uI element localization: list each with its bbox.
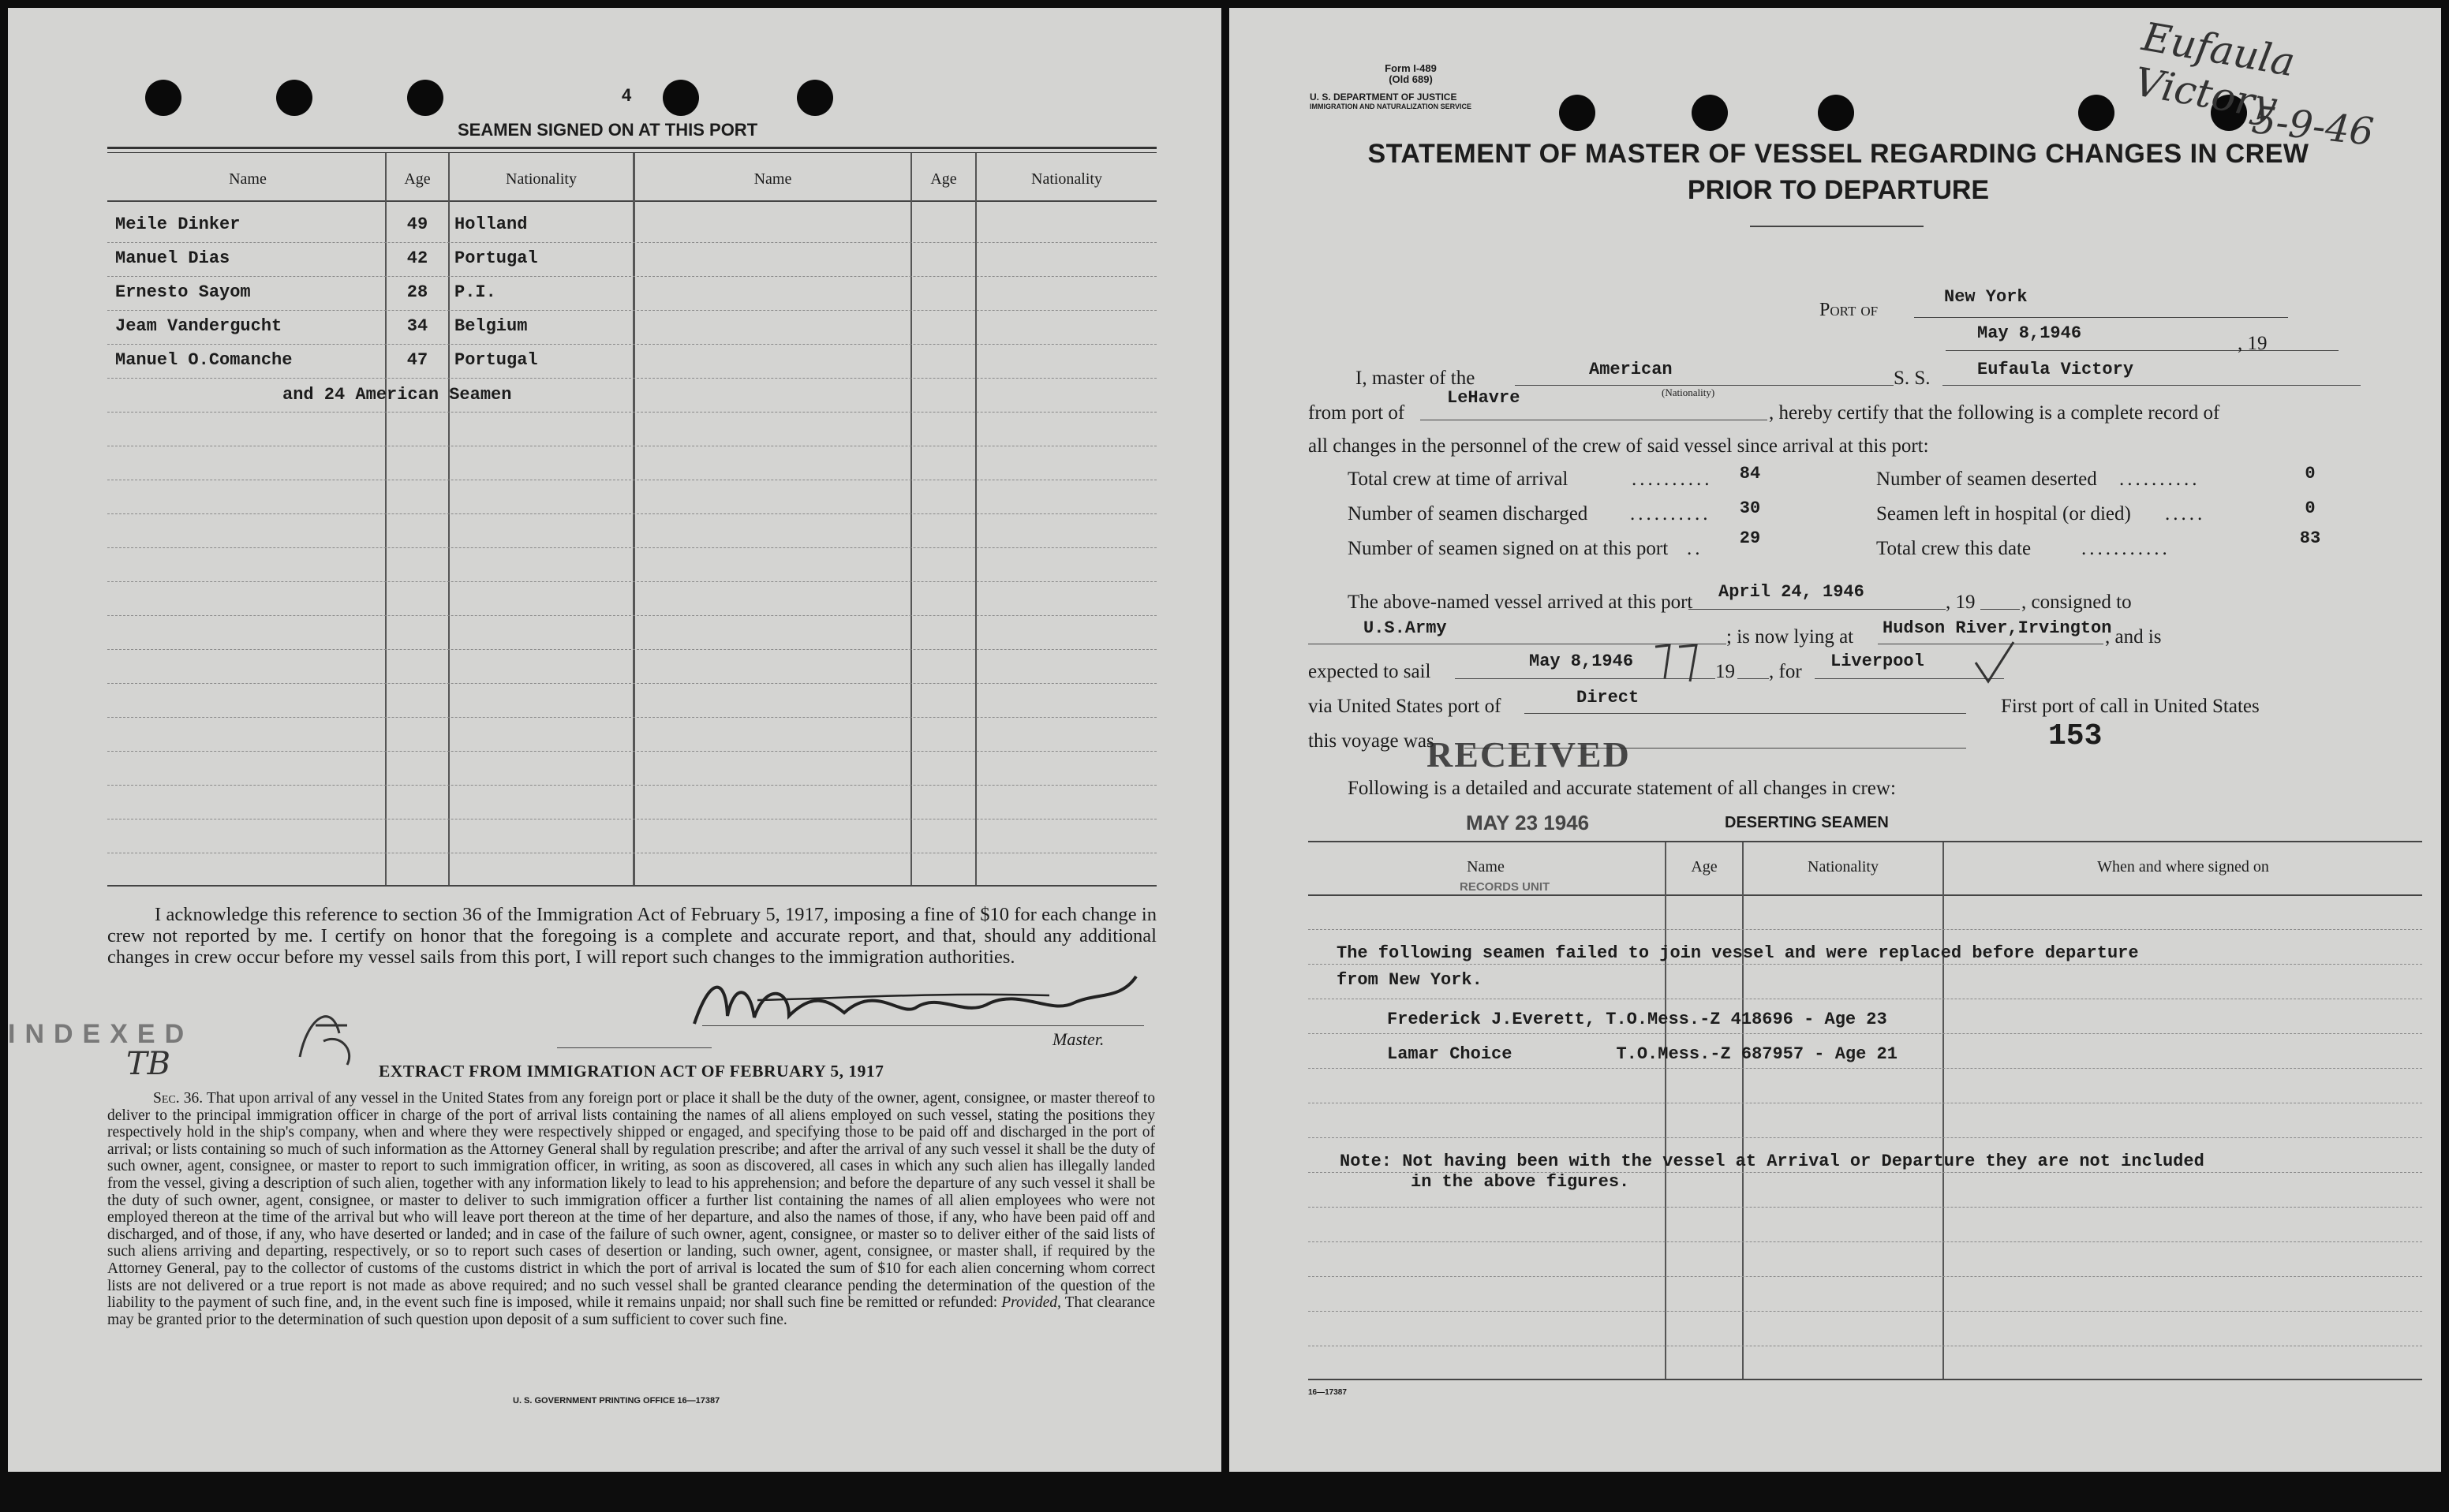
table-row-nationality: Belgium	[454, 316, 528, 336]
date-value: May 8,1946	[1977, 323, 2082, 343]
right-page: Form I-489 (Old 689) U. S. DEPARTMENT OF JUSTICE IMMIGRATION AND NATURALIZATION SERVICE Eufaula Victory 5-9-46 STATEMENT OF MASTER OF VESSEL REGARDING CHANGES IN CREW PRIOR TO DEPARTURE Port of New York May 8,1946 , 19 I, master of the American (Nationality) S. S. Eufaula Victory from port of LeHavre , hereby certify that the following is a complete record of all changes in the personnel of the crew of said vessel since arrival at this port: Total crew at time of arrival .......... 84 Number of seamen discharged .......... 30 Number of seamen signed on at this port .. 29 Number of seamen deserted .......... 0 Seamen left in hospital (or died) ..... 0 Total crew this date ........... 83 The above-named vessel arrived at this port April 24, 1946 , 19 , consigned to U.S.Army ; is now lying at Hudson River,Irvington , and is expected to sail May 8,1946 19 , for Liverpool via United States port of Direct First port of call in United States this voyage was 153 RECEIVED Following is a detailed and accurate statement of all changes in crew: MAY 23 1946 DESERTING SEAMEN RECORDS UNIT Name Age Nationality When and where signed on The following seamen failed to join vessel and were replaced before departure from New York. Frederick J.Everett, T.O.Mess.-Z 418696 - Age 23 Lamar Choice T.O.Mess.-Z 687957 - Age 21 Note: Not having been with the vessel at Arrival or Departure they are not included in the above figures. 16—17387	[1229, 8, 2441, 1472]
table-row-age: 34	[406, 316, 428, 336]
for-label: , for	[1769, 661, 1802, 682]
stat-signed-on-label: Number of seamen signed on at this port	[1348, 538, 1669, 559]
form-number-block	[1340, 63, 1482, 85]
note-line: from New York.	[1337, 970, 1482, 990]
master-label: Master.	[1053, 1029, 1105, 1049]
voyage-label: this voyage was	[1308, 730, 1434, 752]
punch-hole	[1559, 95, 1595, 131]
note-line: Lamar Choice T.O.Mess.-Z 687957 - Age 21	[1387, 1044, 1898, 1064]
year-suffix: , 19	[2238, 333, 2268, 354]
acknowledge-text: I acknowledge this reference to section 36 of the Immigration Act of February 5, 1917, imposing a fine of $10 for each change in crew not reported by me. I certify on honor that the foregoing is a complete and accurate report, and that, should any additional changes in crew occur before my vessel sails from this port, I will report such changes to the immigration authorities.	[107, 904, 1157, 968]
port-value: New York	[1944, 287, 2028, 307]
desert-col-age: Age	[1691, 858, 1718, 875]
col-header-age: Age	[404, 170, 431, 188]
ss-value: Eufaula Victory	[1977, 360, 2134, 379]
department: U. S. DEPARTMENT OF JUSTICE	[1310, 91, 1457, 103]
deserting-title: DESERTING SEAMEN	[1725, 814, 1889, 831]
note-line: Frederick J.Everett, T.O.Mess.-Z 418696 - Age 23	[1387, 1010, 1887, 1029]
voyage-number: 153	[2048, 719, 2103, 753]
desert-col-name: Name	[1467, 858, 1505, 875]
provided-text: That clearance may be granted prior to the determination of such question upon deposit of a sum sufficient to cover such fine.	[107, 1294, 1156, 1328]
stat-hospital-value: 0	[2305, 498, 2316, 518]
arrived-year: , 19	[1946, 592, 1976, 613]
table-row-name: Meile Dinker	[115, 215, 241, 234]
table-row-age: 28	[406, 282, 428, 302]
footnote-2: in the above figures.	[1411, 1172, 1630, 1192]
col-header-name: Name	[229, 170, 267, 188]
table-row-name: Jeam Vandergucht	[115, 316, 282, 336]
table-row-age: 42	[406, 248, 428, 268]
col-header-age-2: Age	[930, 170, 957, 188]
handwritten-initials: TB	[126, 1046, 171, 1082]
lying-value: Hudson River,Irvington	[1883, 618, 2112, 638]
left-page	[8, 8, 1221, 1472]
table-row-name: Manuel O.Comanche	[115, 350, 293, 370]
stat-deserted-label: Number of seamen deserted	[1876, 469, 2097, 490]
via-label: via United States port of	[1308, 696, 1501, 717]
nationality-value: American	[1589, 360, 1673, 379]
table-row-age: 49	[406, 215, 428, 234]
certify-text-2: all changes in the personnel of the crew of said vessel since arrival at this port:	[1308, 435, 1929, 457]
table-row-name: Ernesto Sayom	[115, 282, 251, 302]
desert-col-nationality: Nationality	[1808, 858, 1879, 875]
punch-hole	[276, 80, 312, 116]
stat-deserted-value: 0	[2305, 464, 2316, 483]
ss-label: S. S.	[1894, 368, 1931, 389]
provided-label: Provided,	[1001, 1294, 1061, 1312]
form-code: 16—17387	[1308, 1388, 1347, 1397]
extract-paragraph	[107, 1090, 1155, 1328]
col-header-name-2: Name	[753, 170, 792, 188]
from-port-label: from port of	[1308, 402, 1405, 424]
col-header-nationality: Nationality	[506, 170, 577, 188]
stat-signed-on-value: 29	[1739, 528, 1761, 548]
punch-hole	[145, 80, 181, 116]
first-port-label: First port of call in United States	[2001, 696, 2260, 717]
stat-total-date-value: 83	[2299, 528, 2321, 548]
following-text: Following is a detailed and accurate statement of all changes in crew:	[1348, 778, 1896, 799]
extract-text: That upon arrival of any vessel in the United States from any foreign port or place it shall be the duty of the owner, agent, consignee, or master thereof to deliver to the principal immigration officer in charge of the port of arrival lists containing the names of all aliens employed on such vessel, stating the positions they respectively hold in the ship's company, when and where they were respectively shipped or engaged, and specifying those to be paid off and discharged in the port of arrival; or lists containing so much of such information as the Attorney General shall by regulation prescribe; and after the arrival of any such vessel it shall be the duty of such owner, agent, consignee, or master to report to such immigration officer, in writing, as soon as discovered, all cases in which any such alien has illegally landed from the vessel, giving a description of such alien, together with any information likely to lead to his apprehension; and before the departure of any such vessel it shall be the duty of such owner, agent, consignee, or master to deliver to such immigration officer a further list containing the names of all alien employees who were not employed thereon at the time of the arrival but who will leave port thereon at the time of her departure, and also the names of those, if any, who have been paid off and discharged, and of those, if any, who have deserted or landed; and in case of the failure of such owner, agent, consignee, or master so to deliver either of the said lists of such aliens arriving and departing, respectively, or so to report such cases of desertion or landing, such owner, agent, consignee, or master shall, if required by the Attorney General, pay to the collector of customs of the customs district in which the port of arrival is located the sum of $10 for each alien concerning whom correct lists are not delivered or a true report is not made as above required; and no such vessel shall be granted clearance pending the determination of the question of the liability to the payment of such fine, and, in the event such fine is imposed, while it remains unpaid; nor shall such fine be remitted or refunded:	[107, 1090, 1155, 1312]
punch-hole	[407, 80, 443, 116]
master-of-label: I, master of the	[1355, 368, 1475, 389]
via-value: Direct	[1576, 688, 1640, 707]
master-signature	[679, 969, 1160, 1036]
table-row-age: 47	[406, 350, 428, 370]
extract-title: EXTRACT FROM IMMIGRATION ACT OF FEBRUARY 5, 1917	[379, 1062, 884, 1081]
table-row-nationality: Portugal	[454, 248, 538, 268]
expected-value: May 8,1946	[1529, 651, 1634, 671]
nationality-caption: (Nationality)	[1662, 386, 1715, 398]
note-line: The following seamen failed to join vessel and were replaced before departure	[1337, 943, 2139, 963]
stat-total-arrival-value: 84	[1739, 464, 1761, 483]
left-title: SEAMEN SIGNED ON AT THIS PORT	[458, 120, 758, 140]
table-row-name: Manuel Dias	[115, 248, 230, 268]
indexed-stamp: INDEXED	[8, 1019, 194, 1049]
handwritten-mark	[284, 986, 371, 1073]
sec-label: Sec. 36.	[153, 1090, 204, 1107]
from-port-value: LeHavre	[1447, 388, 1520, 408]
document-title: STATEMENT OF MASTER OF VESSEL REGARDING CHANGES IN CREW	[1367, 139, 2309, 169]
table-row-nationality: P.I.	[454, 282, 496, 302]
received-stamp: RECEIVED	[1426, 734, 1631, 775]
col-header-nationality-2: Nationality	[1031, 170, 1102, 188]
punch-hole	[2078, 95, 2114, 131]
punch-hole	[797, 80, 833, 116]
expected-label: expected to sail	[1308, 661, 1431, 682]
desert-col-when-where: When and where signed on	[2097, 858, 2269, 875]
additional-seamen: and 24 American Seamen	[282, 385, 512, 405]
stat-discharged-label: Number of seamen discharged	[1348, 503, 1588, 525]
form-old: (Old 689)	[1389, 73, 1433, 85]
handwritten-date: 5-9-46	[2249, 98, 2376, 155]
check-mark-icon	[1971, 639, 2018, 686]
punch-hole	[1818, 95, 1854, 131]
and-is-label: , and is	[2105, 626, 2162, 648]
handwritten-ship-name: Eufaula Victory	[2130, 13, 2299, 129]
table-row-nationality: Portugal	[454, 350, 538, 370]
table-row-nationality: Holland	[454, 215, 528, 234]
punch-hole	[1692, 95, 1728, 131]
stat-discharged-value: 30	[1739, 498, 1761, 518]
consigned-to-label: , consigned to	[2021, 592, 2132, 613]
stat-hospital-label: Seamen left in hospital (or died)	[1876, 503, 2131, 525]
arrived-value: April 24, 1946	[1718, 582, 1864, 602]
destination-value: Liverpool	[1830, 651, 1924, 671]
arrived-label: The above-named vessel arrived at this port	[1348, 592, 1693, 613]
stamp-date: MAY 23 1946	[1466, 811, 1590, 834]
port-label: Port of	[1819, 300, 1879, 320]
printing-office: U. S. GOVERNMENT PRINTING OFFICE 16—17387	[513, 1396, 720, 1406]
punch-hole	[663, 80, 699, 116]
service: IMMIGRATION AND NATURALIZATION SERVICE	[1310, 103, 1471, 110]
footnote-1: Note: Not having been with the vessel at Arrival or Departure they are not included	[1340, 1152, 2204, 1171]
expected-year: 19	[1715, 661, 1735, 682]
document-subtitle: PRIOR TO DEPARTURE	[1687, 175, 1990, 205]
lying-label: ; is now lying at	[1726, 626, 1854, 648]
consignee-value: U.S.Army	[1363, 618, 1447, 638]
records-unit-stamp: RECORDS UNIT	[1460, 880, 1550, 894]
stat-total-arrival-label: Total crew at time of arrival	[1348, 469, 1568, 490]
certify-text: , hereby certify that the following is a complete record of	[1769, 402, 2220, 424]
stat-total-date-label: Total crew this date	[1876, 538, 2032, 559]
handwritten-check	[1647, 639, 1718, 686]
page-number: 4	[622, 85, 632, 105]
form-number: Form I-489	[1385, 62, 1437, 74]
